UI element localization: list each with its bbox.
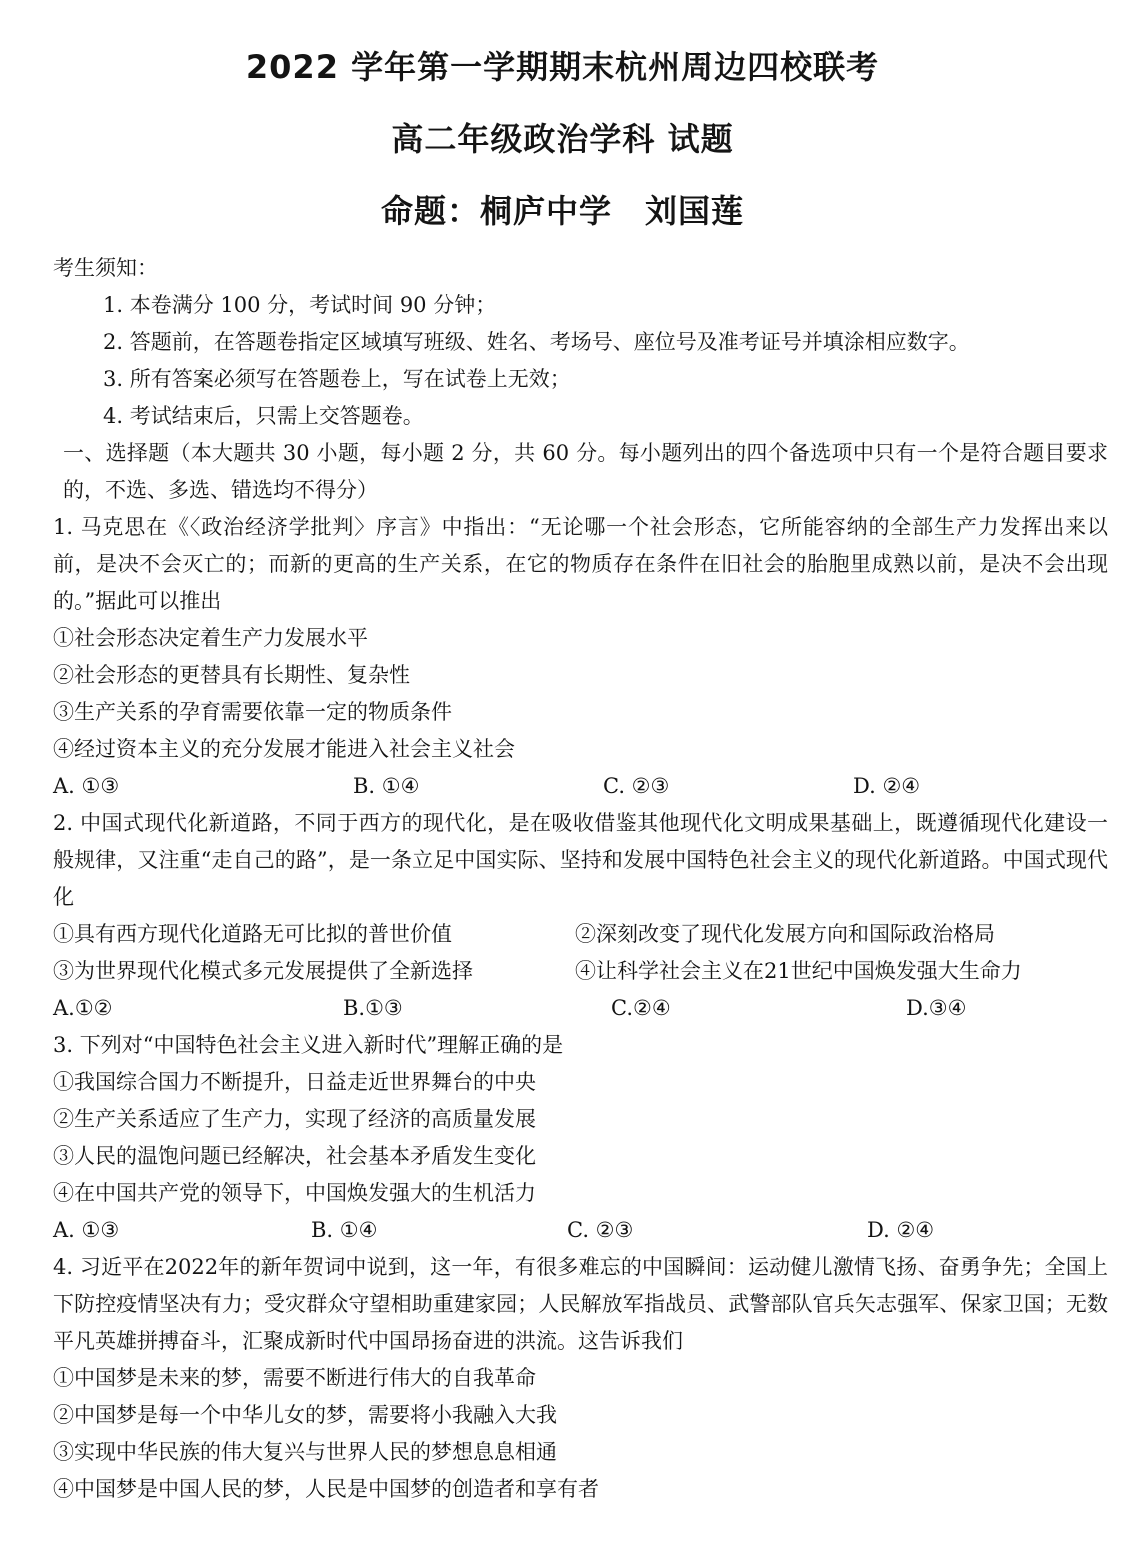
statement: ①我国综合国力不断提升，日益走近世界舞台的中央 <box>53 1070 536 1094</box>
notice-item: 2. 答题前，在答题卷指定区域填写班级、姓名、考场号、座位号及准考证号并填涂相应数字。 <box>103 330 970 354</box>
question-stem: 1. 马克思在《〈政治经济学批判〉序言》中指出：“无论哪一个社会形态，它所能容纳的全部生产力发挥出来以前，是决不会灭亡的；而新的更高的生产关系，在它的物质存在条件在旧社会的胎胞里成熟以前，是决不会出现的。”据此可以推出 <box>53 515 1108 613</box>
statement: ④让科学社会主义在21世纪中国焕发强大生命力 <box>575 959 1022 983</box>
exam-author: 命题：桐庐中学 刘国莲 <box>380 192 744 230</box>
statement: ②中国梦是每一个中华儿女的梦，需要将小我融入大我 <box>53 1403 557 1427</box>
option-a: A. ①③ <box>53 1218 120 1242</box>
statement: ③实现中华民族的伟大复兴与世界人民的梦想息息相通 <box>53 1440 557 1464</box>
exam-body <box>53 250 1113 1508</box>
statement: ③人民的温饱问题已经解决，社会基本矛盾发生变化 <box>53 1144 536 1168</box>
option-b: B. ①④ <box>353 774 420 798</box>
option-b: B. ①④ <box>311 1218 378 1242</box>
statement: ①中国梦是未来的梦，需要不断进行伟大的自我革命 <box>53 1366 536 1390</box>
statement: ②生产关系适应了生产力，实现了经济的高质量发展 <box>53 1107 536 1131</box>
statement-row <box>53 953 1113 990</box>
option-d: D. ②④ <box>867 1218 935 1242</box>
exam-title: 2022 学年第一学期期末杭州周边四校联考 <box>245 48 880 86</box>
notice-item: 3. 所有答案必须写在答题卷上，写在试卷上无效； <box>103 367 571 391</box>
notice-item: 1. 本卷满分 100 分，考试时间 90 分钟； <box>103 293 497 317</box>
statement: ④中国梦是中国人民的梦，人民是中国梦的创造者和享有者 <box>53 1477 599 1501</box>
option-d: D. ②④ <box>853 774 921 798</box>
notice-heading: 考生须知： <box>53 256 158 280</box>
question-stem: 4. 习近平在2022年的新年贺词中说到，这一年，有很多难忘的中国瞬间：运动健儿激情飞扬、奋勇争先；全国上下防控疫情坚决有力；受灾群众守望相助重建家园；人民解放军指战员、武警部队官兵矢志强军、保家卫国；无数平凡英雄拼搏奋斗，汇聚成新时代中国昂扬奋进的洪流。这告诉我们 <box>53 1255 1108 1353</box>
statement-row <box>53 916 1113 953</box>
statement: ③生产关系的孕育需要依靠一定的物质条件 <box>53 700 452 724</box>
statement: ③为世界现代化模式多元发展提供了全新选择 <box>53 959 473 983</box>
notice-item: 4. 考试结束后，只需上交答题卷。 <box>103 404 424 428</box>
answer-options <box>53 990 1053 1027</box>
option-a: A. ①③ <box>53 774 120 798</box>
statement: ①社会形态决定着生产力发展水平 <box>53 626 368 650</box>
statement: ②深刻改变了现代化发展方向和国际政治格局 <box>575 922 995 946</box>
option-d: D.③④ <box>906 996 967 1020</box>
option-c: C.②④ <box>611 996 671 1020</box>
answer-options <box>53 1212 1053 1249</box>
statement: ④在中国共产党的领导下，中国焕发强大的生机活力 <box>53 1181 536 1205</box>
option-c: C. ②③ <box>603 774 670 798</box>
statement: ①具有西方现代化道路无可比拟的普世价值 <box>53 922 452 946</box>
option-c: C. ②③ <box>567 1218 634 1242</box>
option-a: A.①② <box>53 996 113 1020</box>
question-stem: 2. 中国式现代化新道路，不同于西方的现代化，是在吸收借鉴其他现代化文明成果基础上，既遵循现代化建设一般规律，又注重“走自己的路”，是一条立足中国实际、坚持和发展中国特色社会主义的现代化新道路。中国式现代化 <box>53 811 1108 909</box>
statement: ②社会形态的更替具有长期性、复杂性 <box>53 663 410 687</box>
section-heading: 一、选择题（本大题共 30 小题，每小题 2 分，共 60 分。每小题列出的四个备选项中只有一个是符合题目要求的，不选、多选、错选均不得分） <box>63 441 1108 502</box>
question-stem: 3. 下列对“中国特色社会主义进入新时代”理解正确的是 <box>53 1033 564 1057</box>
option-b: B.①③ <box>343 996 403 1020</box>
statement: ④经过资本主义的充分发展才能进入社会主义社会 <box>53 737 515 761</box>
answer-options <box>53 768 1053 805</box>
exam-subtitle: 高二年级政治学科 试题 <box>391 120 734 158</box>
